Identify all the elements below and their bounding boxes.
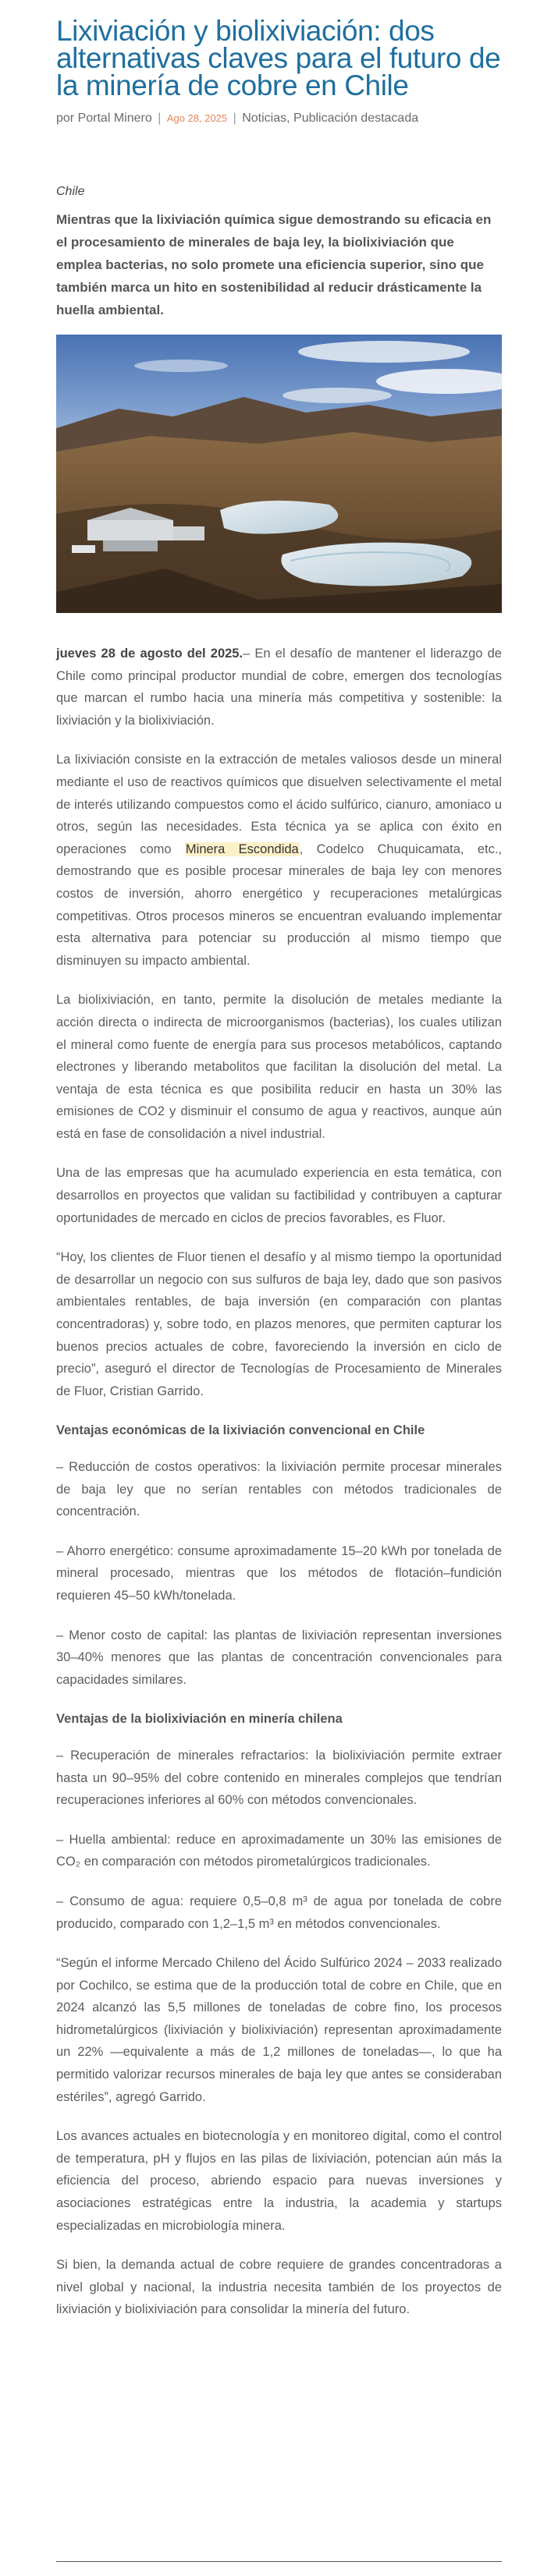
paragraph-text: , Codelco Chuquicamata, etc., demostrando que es posible procesar minerales de baja ley con menores costos de inversión, ahorro energético y recuperaciones metalúrgicas competitivas. Otros procesos mineros se encuentran evaluando implementar esta alternativa para potenciar su producción al mismo tiempo que disminuyen su impacto ambiental.: [56, 842, 502, 968]
article-lead: Mientras que la lixiviación química sigue demostrando su eficacia en el procesamiento de minerales de baja ley, la biolixiviación que emplea bacterias, no solo promete una eficiencia superior, sino que también marca un hito en sostenibilidad al reducir drásticamente la huella ambiental.: [56, 212, 492, 317]
paragraph: Si bien, la demanda actual de cobre requiere de grandes concentradoras a nivel global y nacional, la industria necesita también de los proyectos de lixiviación y biolixiviación para consolidar la minería del futuro.: [56, 2258, 502, 2317]
category-link-destacada[interactable]: Publicación destacada: [293, 112, 419, 125]
meta-comma: ,: [286, 112, 294, 125]
paragraph: Los avances actuales en biotecnología y en monitoreo digital, como el control de temperatura, pH y flujos en las pilas de lixiviación, potencian aún más la eficiencia del proceso, abriendo espacio para nuevas inversiones y asociaciones estratégicas entre la industria, la academia y startups especializadas en microbiología minera.: [56, 2129, 502, 2233]
section-heading-lixiviacion: Ventajas económicas de la lixiviación convencional en Chile: [56, 1423, 425, 1438]
paragraph: La biolixiviación, en tanto, permite la disolución de metales mediante la acción directa o indirecta de microorganismos (bacterias), los cuales utilizan el mineral como fuente de energía para sus procesos metabólicos, captando electrones y liberando metabolitos que facilitan la disolución del metal. La ventaja de esta técnica es que posibilita reducir en hasta un 30% las emisiones de CO2 y disminuir el consumo de agua y reactivos, aunque aún está en fase de consolidación a nivel industrial.: [56, 993, 502, 1141]
dateline: jueves 28 de agosto del 2025.: [56, 647, 243, 661]
meta-separator: |: [158, 112, 162, 125]
list-item: – Huella ambiental: reduce en aproximadamente un 30% las emisiones de CO₂ en comparación con métodos pirometalúrgicos tradicionales.: [56, 1832, 502, 1869]
list-item: – Consumo de agua: requiere 0,5–0,8 m³ de agua por tonelada de cobre producido, comparado con 1,2–1,5 m³ en métodos convencionales.: [56, 1894, 502, 1931]
paragraph-text: La lixiviación consiste en la extracción de metales valiosos desde un mineral mediante el uso de reactivos químicos que disuelven selectivamente el metal de interés utilizando compuestos como el ácido sulfúrico, cianuro, amoniaco u otros, según las necesidades. Esta técnica ya se aplica con éxito en operaciones como: [56, 753, 502, 856]
minera-escondida-link[interactable]: Minera Escondida: [185, 842, 299, 856]
list-item: – Recuperación de minerales refractarios: la biolixiviación permite extraer hasta un 90–95% del cobre contenido en minerales complejos que tendrían recuperaciones inferiores al 60% con métodos convencionales.: [56, 1748, 502, 1808]
quote-paragraph: “Hoy, los clientes de Fluor tienen el desafío y al mismo tiempo la oportunidad de desarrollar un negocio con sus sulfuros de baja ley, dado que son pasivos ambientales rentables, de baja inversión (en comparación con plantas concentradoras) y, sobre todo, en plazos menores, que permiten capturar los buenos precios actuales de cobre, favoreciendo la inversión en ciclo de precio”, aseguró el director de Tecnologías de Procesamiento de Minerales de Fluor, Cristian Garrido.: [56, 1250, 502, 1398]
article-body: [56, 643, 502, 2321]
article-photo: [56, 335, 502, 613]
list-item: – Ahorro energético: consume aproximadamente 15–20 kWh por tonelada de mineral procesado, mientras que los métodos de flotación–fundición requieren 45–50 kWh/tonelada.: [56, 1543, 502, 1603]
paragraph-text: – En el desafío de mantener el liderazgo de Chile como principal productor mundial de cobre, emergen dos tecnologías que marcan el rumbo hacia una minería más competitiva y sostenible: la lixiviación y la biolixiviación.: [56, 647, 502, 728]
paragraph: Una de las empresas que ha acumulado experiencia en esta temática, con desarrollos en proyectos que validan su factibilidad y contribuyen a capturar oportunidades de mercado en ciclos de precios favorables, es Fluor.: [56, 1166, 502, 1225]
category-link-noticias[interactable]: Noticias: [242, 112, 287, 125]
publish-date: Ago 28, 2025: [166, 112, 228, 124]
list-item: – Reducción de costos operativos: la lixiviación permite procesar minerales de baja ley que no serían rentables con métodos tradicionales de concentración.: [56, 1460, 502, 1519]
location-kicker: Chile: [56, 185, 85, 198]
quote-paragraph: “Según el informe Mercado Chileno del Ácido Sulfúrico 2024 – 2033 realizado por Cochilco, se estima que de la producción total de cobre en Chile, que en 2024 alcanzó las 5,5 millones de toneladas de cobre fino, los procesos hidrometalúrgicos (lixiviación y biolixiviación) representan aproximadamente un 22% —equivalente a más de 1,2 millones de toneladas—, lo que ha permitido valorizar recursos minerales de baja ley que antes se consideraban estériles”, agregó Garrido.: [56, 1956, 502, 2104]
paragraph: [56, 749, 502, 972]
paragraph: [56, 643, 502, 732]
meta-by: por: [56, 112, 75, 125]
section-heading-biolixiviacion: Ventajas de la biolixiviación en minería chilena: [56, 1712, 343, 1727]
list-item: – Menor costo de capital: las plantas de lixiviación representan inversiones 30–40% menores que las plantas de concentración convencionales para capacidades similares.: [56, 1628, 502, 1687]
meta-separator: |: [233, 112, 236, 125]
article-title: Lixiviación y biolixiviación: dos alternativas claves para el futuro de la minería de cobre en Chile: [56, 15, 501, 101]
bottom-divider: [56, 2561, 502, 2562]
article-meta: [56, 110, 502, 127]
author-link[interactable]: Portal Minero: [77, 112, 152, 125]
